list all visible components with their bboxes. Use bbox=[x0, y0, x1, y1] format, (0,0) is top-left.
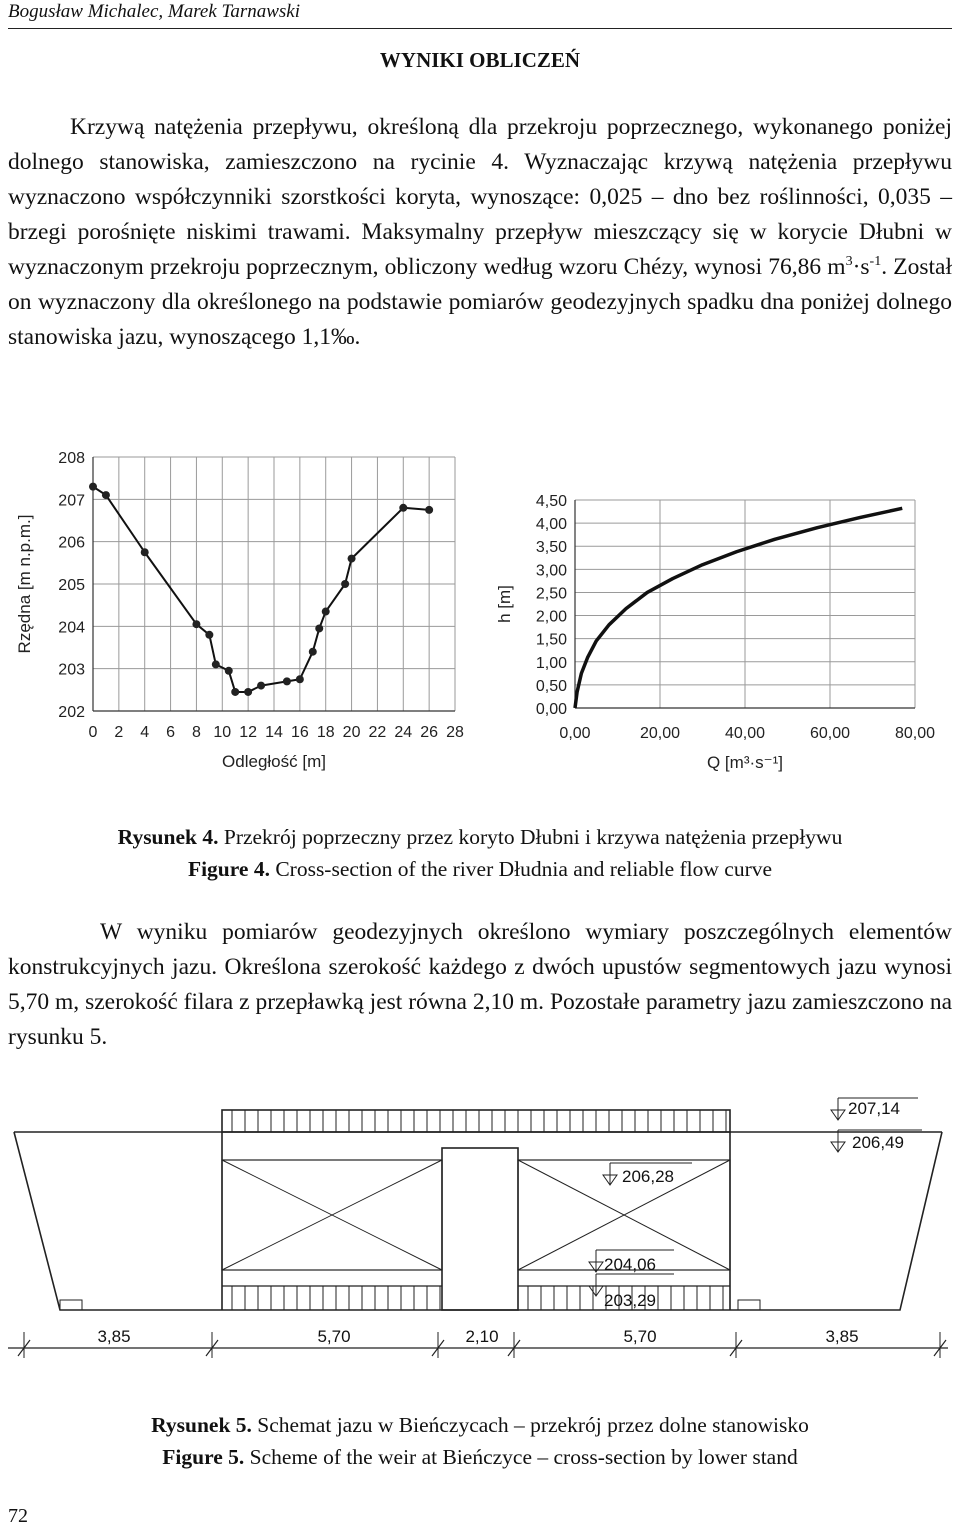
y-tick-label: 1,00 bbox=[535, 654, 567, 672]
data-point bbox=[225, 667, 233, 675]
y-tick-label: 2,00 bbox=[535, 608, 567, 626]
x-tick-label: 18 bbox=[316, 724, 335, 741]
unit-sup-3: 3 bbox=[845, 254, 853, 269]
y-tick-label: 4,00 bbox=[535, 516, 567, 534]
x-tick-label: 40,00 bbox=[724, 725, 766, 742]
weir-scheme-diagram bbox=[0, 1090, 960, 1380]
paragraph-results-text-b: . Został on wyznaczony dla określonego na podstawie pomiarów geodezyjnych spadku dna poniżej dolnego stanowiska jazu, wynoszącego 1,1‰. bbox=[8, 254, 952, 350]
data-point bbox=[231, 688, 239, 696]
y-tick-label: 0,00 bbox=[535, 701, 567, 718]
elevation-label: 203,29 bbox=[604, 1291, 656, 1310]
right-step bbox=[738, 1300, 760, 1310]
dimension-label: 3,85 bbox=[825, 1327, 859, 1346]
y-axis-label: h [m] bbox=[495, 585, 514, 623]
data-point bbox=[315, 624, 323, 632]
data-point bbox=[141, 548, 149, 556]
left-step bbox=[60, 1300, 82, 1310]
series-line bbox=[93, 487, 429, 692]
cross-section-chart bbox=[0, 435, 470, 790]
y-tick-label: 3,50 bbox=[535, 539, 567, 557]
x-tick-label: 4 bbox=[140, 724, 150, 741]
weir-outline bbox=[14, 1132, 942, 1310]
y-tick-label: 206 bbox=[58, 534, 85, 552]
y-tick-label: 4,50 bbox=[535, 493, 567, 510]
data-point bbox=[89, 483, 97, 491]
data-point bbox=[399, 504, 407, 512]
x-tick-label: 28 bbox=[446, 724, 464, 741]
y-tick-label: 0,50 bbox=[535, 677, 567, 695]
y-tick-label: 207 bbox=[58, 492, 85, 510]
x-tick-label: 8 bbox=[191, 724, 201, 741]
elevation-label: 206,28 bbox=[622, 1167, 674, 1186]
figure5-text-pl: Schemat jazu w Bieńczycach – przekrój przez dolne stanowisko bbox=[251, 1413, 809, 1437]
paragraph-weir bbox=[8, 915, 952, 1055]
data-point bbox=[192, 620, 200, 628]
data-point bbox=[244, 688, 252, 696]
figure5-text-en: Scheme of the weir at Bieńczyce – cross-section by lower stand bbox=[244, 1445, 798, 1469]
figure5-label-pl: Rysunek 5. bbox=[151, 1413, 252, 1437]
paragraph-results bbox=[8, 110, 952, 355]
data-point bbox=[102, 491, 110, 499]
dimension-label: 5,70 bbox=[317, 1327, 351, 1346]
x-tick-label: 16 bbox=[290, 724, 309, 741]
figure4-text-pl: Przekrój poprzeczny przez koryto Dłubni i krzywa natężenia przepływu bbox=[218, 825, 843, 849]
data-point bbox=[425, 506, 433, 514]
x-axis-label: Q [m³·s⁻¹] bbox=[706, 753, 784, 772]
y-tick-label: 204 bbox=[58, 619, 85, 637]
y-tick-label: 1,50 bbox=[535, 631, 567, 649]
data-point bbox=[341, 580, 349, 588]
data-point bbox=[205, 631, 213, 639]
x-tick-label: 22 bbox=[368, 724, 387, 741]
rating-curve-chart bbox=[470, 480, 950, 780]
data-point bbox=[348, 555, 356, 563]
y-tick-label: 202 bbox=[58, 704, 85, 721]
elevation-label: 206,49 bbox=[852, 1133, 904, 1152]
figure5-caption-pl bbox=[0, 1409, 960, 1441]
x-tick-label: 0,00 bbox=[559, 725, 591, 742]
y-axis-label: Rzędna [m n.p.m.] bbox=[15, 514, 34, 654]
x-tick-label: 6 bbox=[166, 724, 176, 741]
figure4-label-en: Figure 4. bbox=[187, 857, 270, 881]
unit-sup-minus1: -1 bbox=[869, 254, 882, 269]
paragraph-weir-text: W wyniku pomiarów geodezyjnych określono wymiary poszczególnych elementów konstrukcyjnych jazu. Określona szerokość każdego z dwóch upustów segmentowych jazu wynosi 5,70 m, szerokość filara z przepławką jest równa 2,10 m. Pozostałe parametry jazu zamieszczono na rysunku 5. bbox=[8, 919, 952, 1050]
x-tick-label: 20,00 bbox=[639, 725, 681, 742]
dimension-label: 5,70 bbox=[623, 1327, 657, 1346]
page-number: 72 bbox=[8, 1505, 28, 1527]
section-title: WYNIKI OBLICZEŃ bbox=[379, 48, 581, 72]
elevation-label: 207,14 bbox=[848, 1099, 900, 1118]
x-tick-label: 14 bbox=[265, 724, 283, 741]
x-tick-label: 26 bbox=[420, 724, 439, 741]
figure4-caption-pl bbox=[0, 821, 960, 853]
x-axis-label: Odległość [m] bbox=[222, 752, 326, 771]
figure4-text-en: Cross-section of the river Dłudnia and reliable flow curve bbox=[269, 857, 773, 881]
paragraph-results-text-a: Krzywą natężenia przepływu, określoną dla przekroju poprzecznego, wykonanego poniżej dolnego stanowiska, zamieszczono na rycinie 4. Wyznaczając krzywą natężenia przepływu wyznaczono współczynniki szorstkości koryta, wynoszące: 0,025 – dno bez roślinności, 0,035 – brzegi porośnięte niskimi trawami. Maksymalny przepływ mieszczący się w korycie Dłubni w wyznaczonym przekroju poprzecznym, obliczony według wzoru Chézy, wynosi 76,86 m bbox=[8, 114, 952, 280]
x-tick-label: 24 bbox=[394, 724, 413, 741]
dimension-label: 2,10 bbox=[465, 1327, 499, 1346]
x-tick-label: 0 bbox=[88, 724, 98, 741]
y-tick-label: 2,50 bbox=[535, 585, 567, 603]
y-tick-label: 205 bbox=[58, 577, 85, 594]
dimension-label: 3,85 bbox=[97, 1327, 131, 1346]
x-tick-label: 60,00 bbox=[809, 725, 851, 742]
unit-middle: ·s bbox=[852, 254, 870, 280]
x-tick-label: 12 bbox=[239, 724, 258, 741]
data-point bbox=[296, 675, 304, 683]
data-point bbox=[212, 660, 220, 668]
y-tick-label: 203 bbox=[58, 661, 85, 679]
elevation-label: 204,06 bbox=[604, 1255, 656, 1274]
y-tick-label: 208 bbox=[58, 450, 85, 467]
x-tick-label: 20 bbox=[342, 724, 361, 741]
bridge-deck bbox=[222, 1110, 730, 1132]
data-point bbox=[322, 608, 330, 616]
running-header: Bogusław Michalec, Marek Tarnawski bbox=[8, 0, 952, 29]
figure5-label-en: Figure 5. bbox=[162, 1445, 245, 1469]
y-tick-label: 3,00 bbox=[535, 562, 567, 580]
data-point bbox=[283, 677, 291, 685]
central-pier bbox=[442, 1148, 518, 1310]
x-tick-label: 2 bbox=[114, 724, 124, 741]
figure5-caption-en bbox=[0, 1441, 960, 1473]
data-point bbox=[309, 648, 317, 656]
x-tick-label: 80,00 bbox=[894, 725, 936, 742]
series-line bbox=[575, 508, 902, 708]
figure4-caption-en bbox=[0, 853, 960, 885]
x-tick-label: 10 bbox=[213, 724, 232, 741]
figure4-label-pl: Rysunek 4. bbox=[117, 825, 219, 849]
data-point bbox=[257, 682, 265, 690]
